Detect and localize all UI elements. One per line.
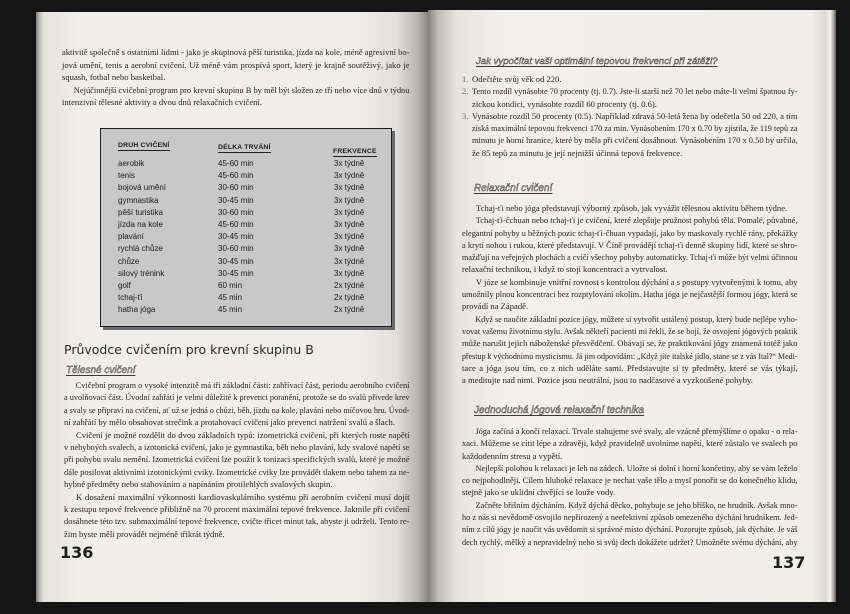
duration-cell: 45-60 min: [218, 171, 254, 181]
frequency-cell: 2x týdně: [334, 305, 365, 315]
column-header-frequency: FREKVENCE: [333, 148, 377, 155]
exercise-type-cell: rychlá chůze: [118, 244, 163, 254]
frequency-cell: 3x týdně: [334, 171, 365, 181]
text-line: relaxační technikou, i když to stojí koncentraci a vytrvalost.: [462, 264, 668, 275]
table-row: [101, 231, 391, 243]
table-row: [101, 207, 391, 219]
frequency-cell: 3x týdně: [334, 256, 365, 266]
duration-cell: 30-45 min: [218, 256, 254, 266]
text-line: a uvolňovací část. Úvodní zahřátí je velmi důležité k prevenci poranění, protože se do svalů přivede krev: [64, 392, 410, 403]
frequency-cell: 2x týdně: [334, 293, 365, 303]
text-line: dosáhnete této tzv. submaximální tepové frekvence, cvičte třicet minut tak, abyste ji udrželi. Tento re-: [64, 516, 410, 527]
paragraph: [462, 313, 798, 387]
text-line: ním z cílů jógy je naučit vás uvědomit si správné místo dýchání. Pozorujte způsob, jak dýcháte. Je váš: [462, 524, 798, 535]
paragraph: [462, 425, 798, 462]
text-line: vovat vašemu životnímu stylu. Avšak někteří pacienti mi řekli, že se bojí, že osvojení jógových praktik: [462, 325, 798, 336]
frequency-cell: 3x týdně: [334, 244, 365, 254]
text-line: tace a jóga jsou tím, co z nich uděláte sami. Představujte si ty předměty, které se vás týkají,: [462, 362, 798, 373]
text-line: umožnily plnou koncentraci bez rozptylování okolím. Hatha jóga je nejčastější formou jógy, která se: [462, 289, 798, 300]
paragraph: [62, 46, 410, 84]
intro-text: [62, 46, 410, 109]
left-page: [36, 12, 428, 602]
duration-cell: 45-60 min: [218, 219, 254, 229]
body-text: [64, 379, 410, 540]
text-line: každodenním stresu a vypětí.: [462, 450, 563, 461]
duration-cell: 30-45 min: [218, 195, 254, 205]
text-line: Začněte břišním dýcháním. Když dýchá děcko, pohybuje se jeho bříško, ne hrudník. Avšak mno-: [475, 499, 798, 510]
paragraph: [462, 499, 798, 548]
text-line: Tchaj-ťi-čchuan nebo tchaj-ťi je cvičení, které zlepšuje pružnost pohybů těla. Pomalé, půvabné,: [475, 215, 798, 226]
table-row: [101, 182, 391, 194]
exercise-type-cell: plavání: [118, 232, 144, 242]
text-line: v nehybných svalech, a izotonická cvičení, jako je gymnastika, běh nebo plavání, kdy svalové napětí se: [64, 442, 410, 453]
text-line: že 85 tepů za minutu je její nejnižší účinná tepová frekvence.: [472, 147, 683, 158]
text-line: přestup k východnímu mysticismu. Já jim odpovídám: „Když jíte italské jídlo, stane se z vás Ital?“ Medi-: [462, 350, 798, 361]
list-item-text: [472, 85, 798, 110]
paragraph: [462, 202, 798, 214]
text-line: minutu je horní hranice, které by měla při cvičení dosáhnout. Vynásobením 170 x 0.50 by určila,: [472, 135, 798, 146]
subheading-relaxation: Relaxační cvičení: [474, 183, 553, 194]
frequency-cell: 3x týdně: [334, 195, 365, 205]
text-line: aktivitě společně s ostatními lidmi - jako je skupinová pěší turistika, jízda na kole, méně agresivní bo-: [62, 47, 410, 57]
list-item-text: [472, 110, 798, 159]
text-line: ho z nás si nevědomě osvojilo nepřirozený a neefektivní způsob omezeného dýchání hrudníkem. Jed-: [462, 512, 798, 523]
text-line: a meditujte nad nimi. Pozice jsou neutrální, jsou to nadčasové a vyzkoušené pohyby.: [462, 375, 753, 386]
frequency-cell: 3x týdně: [334, 159, 365, 168]
text-line: k zestupu tepové frekvence přibližně na 70 procent maximální tepové frekvence. Jakmile při cvičení: [64, 504, 410, 515]
exercise-type-cell: silový trénink: [118, 268, 165, 278]
text-line: zickou kondici, vynásobte rozdíl 60 procenty (tj. 0.6).: [472, 98, 657, 109]
duration-cell: 30-60 min: [218, 207, 254, 217]
text-line: Odečtěte svůj věk od 220.: [472, 74, 562, 84]
duration-cell: 30-60 min: [218, 244, 254, 254]
table-row: [101, 170, 391, 182]
table-row: [101, 292, 391, 304]
frequency-cell: 3x týdně: [334, 268, 365, 278]
frequency-cell: 3x týdně: [334, 232, 365, 242]
column-header-duration: DÉLKA TRVÁNÍ: [218, 144, 271, 151]
paragraph: [64, 379, 410, 429]
text-line: získá maximální tepovou frekvenci 170 za min. Vynásobením 170 x 0.70 by zjistila, že 119 tepů za: [472, 123, 798, 134]
list-number: 2.: [462, 86, 469, 97]
text-line: žim byste měli provádět nejméně třikrát týdně.: [64, 528, 225, 539]
text-line: xaci. Můžeme se cítit lépe a zdravěji, když pravidelně uvolníme napětí, které zůstalo ve svalech po: [462, 438, 798, 449]
duration-cell: 45 min: [218, 305, 243, 315]
table-row: [101, 268, 391, 280]
paragraph: [462, 214, 798, 275]
column-header-exercise-type: DRUH CVIČENÍ: [118, 142, 170, 149]
text-line: ní zahřátí by mělo obsahovat strečink a protahovací cvičení jako prevenci natržení svalů a šlach.: [64, 417, 395, 428]
table-body: [101, 158, 391, 316]
list-item: [462, 110, 798, 159]
list-number: 1.: [462, 74, 469, 84]
duration-cell: 30-45 min: [218, 232, 254, 242]
exercise-type-cell: hatha jóga: [118, 305, 156, 315]
text-line: při pohybu svalu nemění. Izometrická cvičení lze použít k tonizaci specifických svalů, které je možné: [64, 454, 410, 465]
text-line: V józe se kombinuje vnitřní rovnost s kontrolou dýchání a s postupy vytvořenými k tomu, aby: [475, 276, 798, 287]
text-line: jová umění, tenis a aerobní cvičení. Už méně vám prospívá sport, který je krajně soutěživý, jako je: [62, 59, 410, 70]
paragraph: [64, 491, 410, 541]
yoga-technique-text: [462, 425, 798, 548]
text-line: Tento rozdíl vynásobte 70 procenty (tj. 0.7). Jste-li starší než 70 let nebo máte-li velmi špatnou fy-: [472, 86, 798, 97]
text-line: Když se naučíte základní pozice jógy, můžete si vytvořit ustálený postup, který bude nejlépe vyho-: [475, 313, 798, 324]
text-line: dále posilovat aktivními izotonickými cviky. Izometrické cviky lze provádět tlakem nebo tahem za ne-: [64, 466, 410, 477]
paragraph: [462, 462, 798, 499]
text-line: může narušit jejich náboženské přesvědčení. Obávají se, že praktikování jógy znamená totéž jako: [462, 338, 798, 349]
duration-cell: 30-45 min: [218, 268, 254, 278]
list-item-text: [472, 73, 798, 85]
text-line: elegantní pohyby u běžných pozic tchaj-ťi-čhuan vypadají, jako by maskovaly rychlé rány, překážky: [462, 227, 798, 238]
text-line: dech rychlý, mělký a nepravidelný nebo si svůj dech dokážete udržet? Umožněte svému dýchání, aby: [462, 536, 798, 547]
exercise-table: [100, 128, 392, 327]
paragraph: [64, 429, 410, 491]
text-line: Cvičení je možné rozdělit do dvou základních typů: izometrická cvičení, při kterých roste napětí: [76, 429, 410, 440]
text-line: squash, fotbal nebo basketbal.: [62, 72, 166, 83]
table-row: [101, 195, 391, 207]
frequency-cell: 3x týdně: [334, 207, 365, 217]
table-row: [101, 256, 391, 268]
list-number: 3.: [462, 110, 469, 121]
relaxation-text: [462, 202, 798, 386]
duration-cell: 45-60 min: [218, 159, 254, 168]
table-row: [101, 243, 391, 255]
exercise-type-cell: chůze: [118, 256, 140, 266]
subheading-heart-rate: Jak vypočítat vaši optimální tepovou frekvenci při zátěži?: [476, 56, 718, 67]
frequency-cell: 2x týdně: [334, 280, 365, 290]
list-item: [462, 85, 798, 110]
duration-cell: 45 min: [218, 293, 243, 303]
exercise-type-cell: tchaj-ťi: [118, 293, 143, 303]
text-line: Nejúčinnější cvičební program pro krevní skupinu B by měl být složen ze tří nebo více dnů v týdnu: [73, 84, 410, 95]
list-item: [462, 73, 798, 85]
table-row: [101, 304, 391, 316]
frequency-cell: 3x týdně: [334, 183, 365, 193]
text-line: Jóga začíná a končí relaxací. Trvale stahujeme své svaly, ale vzácně přemýšlíme o opaku - o rela-: [475, 426, 798, 436]
exercise-type-cell: aerobik: [118, 159, 145, 168]
text-line: mažďují na veřejných plochách a cvičí všechny pohyby automaticky. Tchaj-ťi může být velmi účinnou: [462, 252, 798, 263]
text-line: Cvičební program o vysoké intenzitě má tři základní části: zahřívací část, periodu aerobního cvičení: [75, 380, 410, 390]
exercise-type-cell: tenis: [118, 171, 135, 181]
subheading-yoga-technique: Jednoduchá jógová relaxační technika: [474, 405, 645, 416]
right-page: [428, 10, 836, 602]
exercise-type-cell: jízda na kole: [118, 219, 163, 229]
table-row: [101, 280, 391, 292]
page-number: 136: [60, 543, 94, 562]
paragraph: [62, 84, 410, 109]
page-number: 137: [772, 553, 806, 572]
subheading-physical-exercise: Tělesné cvičení: [66, 365, 136, 376]
text-line: stejně jako se uklidní chvějící se louže vody.: [462, 487, 616, 498]
text-line: intenzivní tělesné aktivity a dvou dnů relaxačních cvičení.: [62, 97, 262, 108]
text-line: a krytí nohou i rukou, které představují. V Číně provádějí tchaj-ťi denně skupiny lidí, které se shro-: [462, 239, 798, 250]
duration-cell: 30-60 min: [218, 183, 254, 193]
text-line: provádí na Západě.: [462, 301, 529, 312]
text-line: hybné předměty nebo stahováním a napínáním protilehlých svalových skupin.: [64, 479, 333, 490]
text-line: Tchaj-ťi nebo jóga představují výborný způsob, jak vyvážit tělesnou aktivitu během týdne.: [476, 203, 788, 213]
duration-cell: 60 min: [218, 280, 243, 290]
frequency-cell: 3x týdně: [334, 219, 365, 229]
text-line: Nejlepší polohou k relaxaci je leh na zádech. Uložte si dolní i horní končetiny, aby se vám leželo: [475, 462, 798, 473]
exercise-type-cell: bojová umění: [118, 183, 167, 193]
exercise-type-cell: gymnastika: [118, 195, 159, 205]
table-row: [101, 158, 391, 170]
table-row: [101, 219, 391, 231]
text-line: Vynásobte rozdíl 50 procenty (0.5). Například zdravá 50-letá žena by odečetla 50 od 220, a tím: [472, 110, 798, 121]
text-line: a svaly se připraví na cvičení, ať už se jedná o chůzi, běh, jízdu na kole, plavání nebo míčovou hru. Úvod-: [64, 404, 410, 415]
text-line: K dosažení maximální výkonnosti kardiovaskulárního systému při aerobním cvičení musí dojít: [76, 491, 410, 502]
steps-list: [462, 73, 798, 159]
text-line: co nejpohodlněji. Cílem hluboké relaxace je nechat vaše tělo a mysl ponořit se do konečného klidu,: [462, 475, 798, 486]
section-heading: Průvodce cvičením pro krevní skupinu B: [64, 342, 314, 357]
paragraph: [462, 276, 798, 313]
exercise-type-cell: golf: [118, 280, 131, 290]
exercise-type-cell: pěší turistika: [118, 207, 163, 217]
